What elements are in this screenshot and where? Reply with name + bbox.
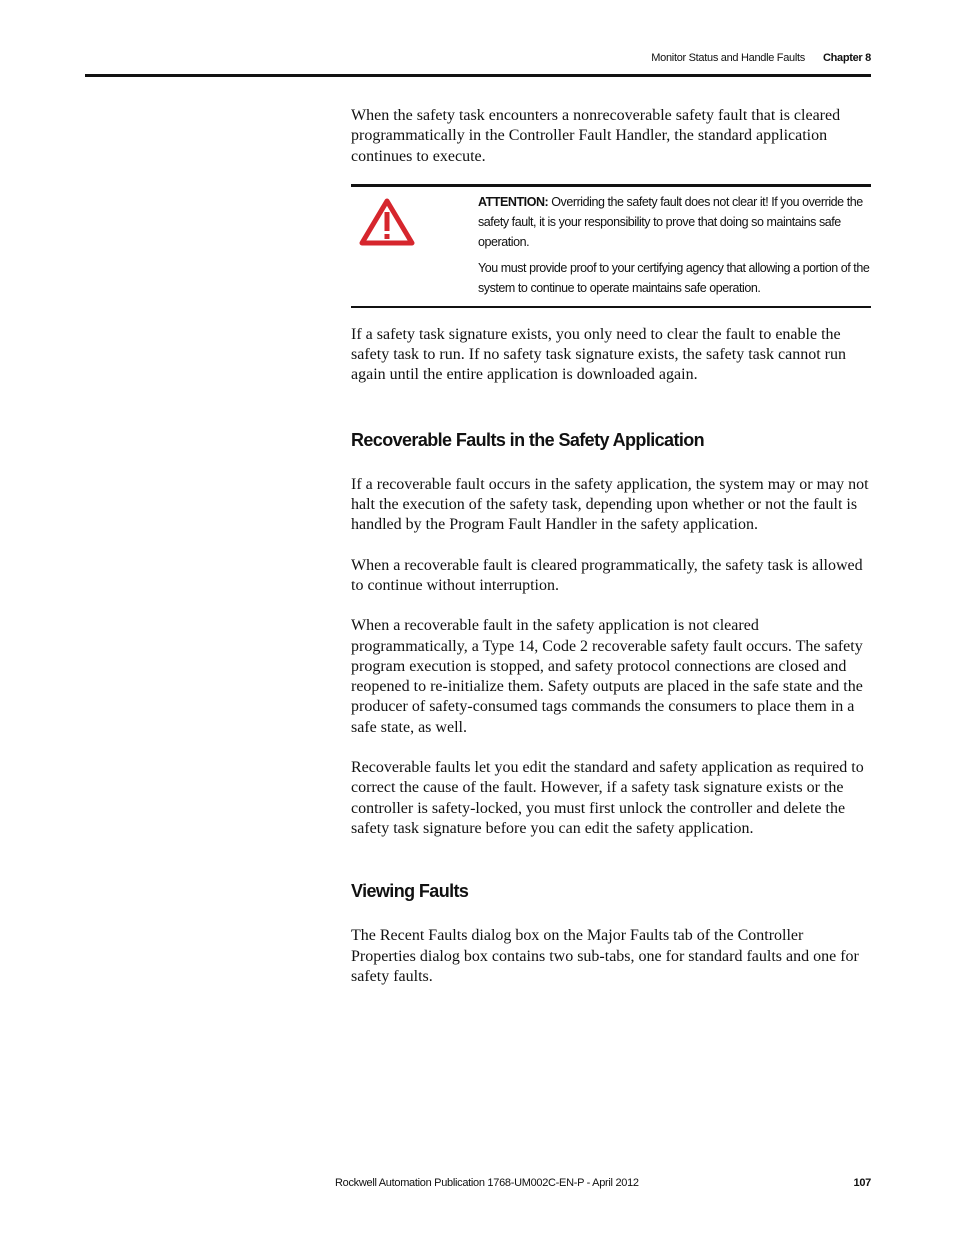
intro-paragraph: When the safety task encounters a nonrecoverable safety fault that is cleared programmatically in the Controller Fault Handler, the standard application continues to execute.: [351, 107, 841, 165]
attention-box: [351, 184, 871, 308]
recoverable-paragraph: When a recoverable fault is cleared programmatically, the safety task is allowed to continue without interruption.: [351, 556, 863, 594]
section-heading-recoverable: Recoverable Faults in the Safety Application: [351, 429, 705, 450]
header-chapter-label: Chapter 8: [822, 52, 871, 64]
recoverable-paragraph: Recoverable faults let you edit the standard and safety application as required to correct the cause of the fault. However, if a safety task signature exists or the controller is safety-locked, you must first unlock the controller and delete the safety task signature before you can edit the safety application.: [351, 759, 864, 837]
footer-publication: Rockwell Automation Publication 1768-UM002C-EN-P - April 2012: [335, 1177, 639, 1189]
warning-triangle-icon: [359, 197, 415, 247]
viewing-paragraph: The Recent Faults dialog box on the Major Faults tab of the Controller Properties dialog box contains two sub-tabs, one for standard faults and one for safety faults.: [351, 927, 859, 985]
attention-text-2: You must provide proof to your certifying agency that allowing a portion of the system to continue to operate maintains safe operation.: [478, 260, 870, 296]
page-content: [351, 106, 871, 1007]
footer-page-number: 107: [853, 1177, 871, 1189]
paragraph-after-attention: If a safety task signature exists, you only need to clear the fault to enable the safety task to run. If no safety task signature exists, the safety task cannot run again until the entire application is downloaded again.: [351, 325, 846, 384]
recoverable-paragraph: If a recoverable fault occurs in the safety application, the system may or may not halt the execution of the safety task, depending upon whether or not the fault is handled by the Program Fault Handler in the safety application.: [351, 475, 869, 534]
header-rule: [85, 74, 871, 77]
header-section-title: Monitor Status and Handle Faults: [651, 52, 805, 64]
section-heading-viewing: Viewing Faults: [351, 881, 469, 902]
attention-text-1: Overriding the safety fault does not clear it! If you override the safety fault, it is your responsibility to prove that doing so maintains safe operation.: [478, 194, 863, 250]
recoverable-paragraph: When a recoverable fault in the safety application is not cleared programmatically, a Type 14, Code 2 recoverable safety fault occurs. The safety program execution is stopped, and safety protocol connections are closed and reopened to re-initialize them. Safety outputs are placed in the safe state and the producer of safety-consumed tags commands the consumers to place them in a safe state, as well.: [351, 617, 863, 736]
attention-label: ATTENTION:: [478, 194, 549, 209]
attention-paragraph-1: [478, 192, 871, 253]
attention-text: [478, 192, 871, 303]
running-header: [651, 52, 871, 64]
